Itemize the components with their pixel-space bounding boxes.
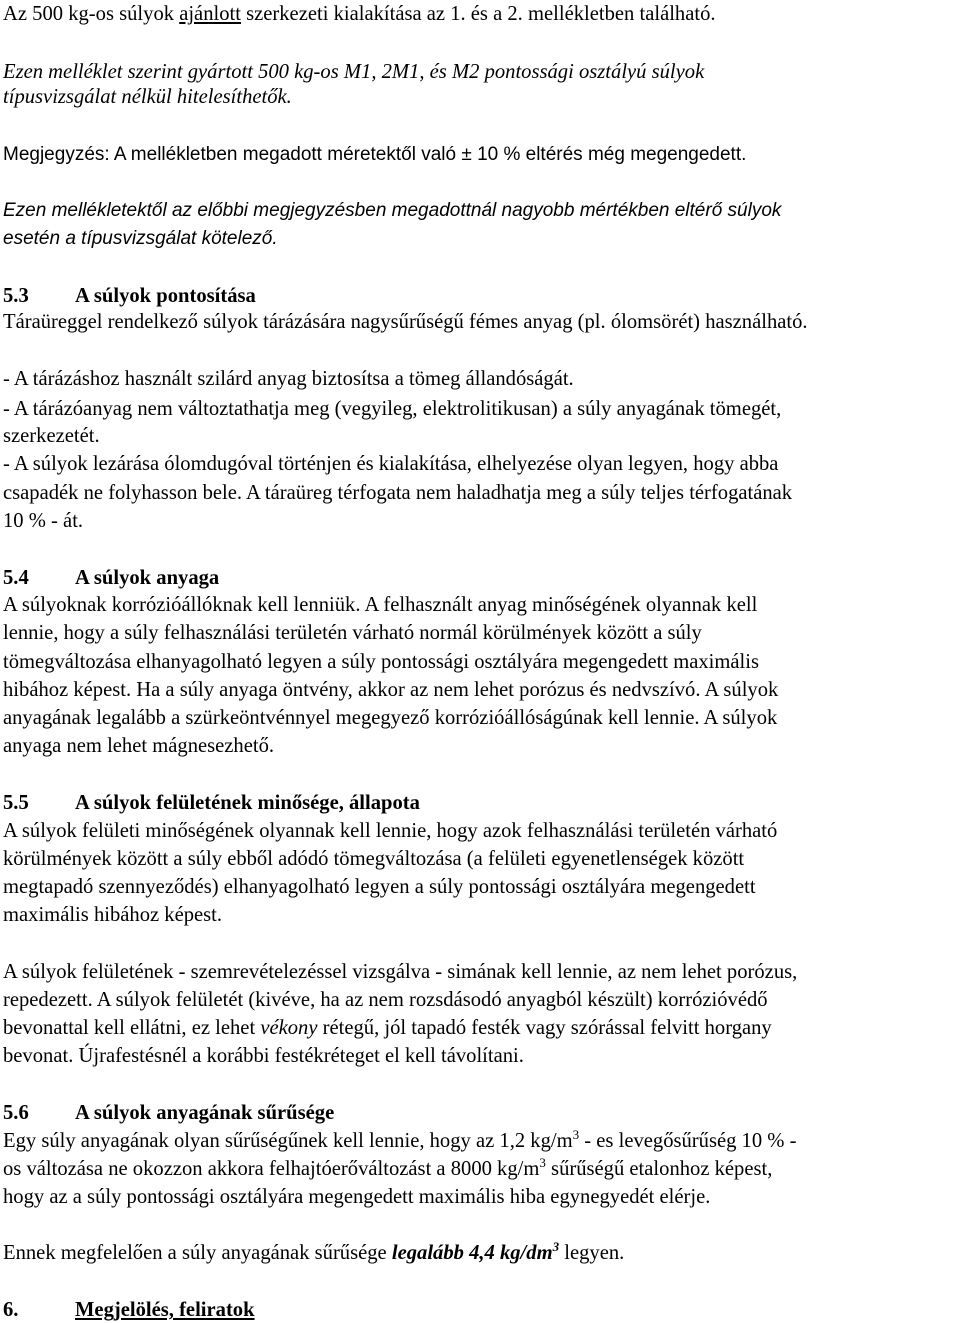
section-heading-6	[3, 1298, 255, 1322]
underlined-text: ajánlott	[179, 3, 241, 25]
bullet-line: 10 % - át.	[3, 510, 84, 532]
para-line: repedezett. A súlyok felületét (kivéve, ha az nem rozsdásodó anyagból készült) korrózióvédő	[3, 989, 768, 1011]
para-line: körülmények között a súly ebből adódó tömegváltozása (a felületi egyenetlenségek között	[3, 848, 745, 870]
para-line: Táraüreggel rendelkező súlyok tárázására nagysűrűségű fémes anyag (pl. ólomsörét) használható.	[3, 311, 808, 333]
section-title: Megjelölés, feliratok	[75, 1299, 255, 1321]
superscript: 3	[552, 1239, 560, 1255]
para-line	[3, 1157, 772, 1181]
text: os változása ne okozzon akkora felhajtóerőváltozást a 8000 kg/m	[3, 1158, 540, 1180]
section-title: A súlyok anyagának sűrűsége	[75, 1102, 335, 1124]
para-line: anyaga nem lehet mágnesezhető.	[3, 735, 275, 757]
text: Egy súly anyagának olyan sűrűségűnek kell lennie, hogy az 1,2 kg/m	[3, 1130, 573, 1152]
bullet-line: szerkezetét.	[3, 425, 100, 447]
section-number: 5.3	[3, 285, 29, 307]
text: Az 500 kg-os súlyok	[3, 3, 180, 25]
section-title: A súlyok felületének minősége, állapota	[75, 792, 420, 814]
bullet-line: csapadék ne folyhasson bele. A táraüreg térfogata nem haladhatja meg a súly teljes térfogatának	[3, 482, 793, 504]
para-line: A súlyok felületének - szemrevételezéssel vizsgálva - simának kell lennie, az nem lehet porózus,	[3, 961, 798, 983]
italic-text: vékony	[260, 1017, 318, 1039]
text: szerkezeti kialakítása az 1. és a 2. mellékletben található.	[240, 3, 716, 25]
section-number: 5.5	[3, 792, 29, 814]
note-italic-line: esetén a típusvizsgálat kötelező.	[3, 228, 278, 249]
para-line: tömegváltozása elhanyagolható legyen a súly pontossági osztályára megengedett maximális	[3, 651, 760, 673]
text: sűrűségű etalonhoz képest,	[545, 1158, 773, 1180]
section-heading-5-4	[3, 566, 219, 590]
section-heading-5-6	[3, 1101, 334, 1125]
para-line: bevonat. Újrafestésnél a korábbi festékréteget el kell távolítani.	[3, 1045, 524, 1067]
text: bevonattal kell ellátni, ez lehet	[3, 1017, 261, 1039]
para-line	[3, 2, 716, 26]
para-line	[3, 1016, 772, 1040]
para-line: A súlyoknak korrózióállóknak kell lenniük. A felhasznált anyag minőségének olyannak kell	[3, 594, 758, 616]
bullet-line: - A súlyok lezárása ólomdugóval történjen és kialakítása, elhelyezése olyan legyen, hogy abba	[3, 453, 779, 475]
para-line: Ezen melléklet szerint gyártott 500 kg-os M1, 2M1, és M2 pontossági osztályú súlyok	[3, 61, 705, 83]
section-number: 5.4	[3, 567, 29, 589]
bullet-line: - A tárázáshoz használt szilárd anyag biztosítsa a tömeg állandóságát.	[3, 368, 574, 390]
bullet-line: - A tárázóanyag nem változtathatja meg (vegyileg, elektrolitikusan) a súly anyagának tömegét,	[3, 398, 782, 420]
superscript: 3	[572, 1127, 580, 1143]
section-heading-5-5	[3, 791, 420, 815]
para-line: típusvizsgálat nélkül hitelesíthetők.	[3, 86, 292, 108]
section-number: 5.6	[3, 1102, 29, 1124]
text: - es levegősűrűség 10 % -	[579, 1130, 797, 1152]
section-title: A súlyok pontosítása	[75, 285, 256, 307]
para-line: maximális hibához képest.	[3, 904, 223, 926]
text: legyen.	[559, 1242, 625, 1264]
para-line: lennie, hogy a súly felhasználási területén várható normál körülmények között a súly	[3, 622, 702, 644]
para-line: hibához képest. Ha a súly anyaga öntvény, akkor az nem lehet porózus és nedvszívó. A súlyok	[3, 679, 779, 701]
section-heading-5-3	[3, 284, 256, 308]
para-line: anyagának legalább a szürkeöntvénnyel megegyező korrózióállóságúnak kell lennie. A súlyok	[3, 707, 778, 729]
section-number: 6.	[3, 1299, 19, 1321]
note-italic-line: Ezen mellékletektől az előbbi megjegyzésben megadottnál nagyobb mértékben eltérő súlyok	[3, 200, 782, 221]
note-line: Megjegyzés: A mellékletben megadott méretektől való ± 10 % eltérés még megengedett.	[3, 144, 747, 165]
para-line	[3, 1241, 624, 1265]
para-line: A súlyok felületi minőségének olyannak kell lennie, hogy azok felhasználási területén várható	[3, 820, 778, 842]
section-title: A súlyok anyaga	[75, 567, 220, 589]
para-line: megtapadó szennyeződés) elhanyagolható legyen a súly pontossági osztályára megengedett	[3, 876, 756, 898]
superscript: 3	[539, 1155, 546, 1171]
para-line: hogy az a súly pontossági osztályára megengedett maximális hiba egynegyedét elérje.	[3, 1186, 711, 1208]
text: Ennek megfelelően a súly anyagának sűrűsége	[3, 1242, 392, 1264]
para-line	[3, 1129, 796, 1153]
bold-italic-text: legalább 4,4 kg/dm	[391, 1242, 553, 1264]
text: rétegű, jól tapadó festék vagy szórással felvitt horgany	[317, 1017, 772, 1039]
